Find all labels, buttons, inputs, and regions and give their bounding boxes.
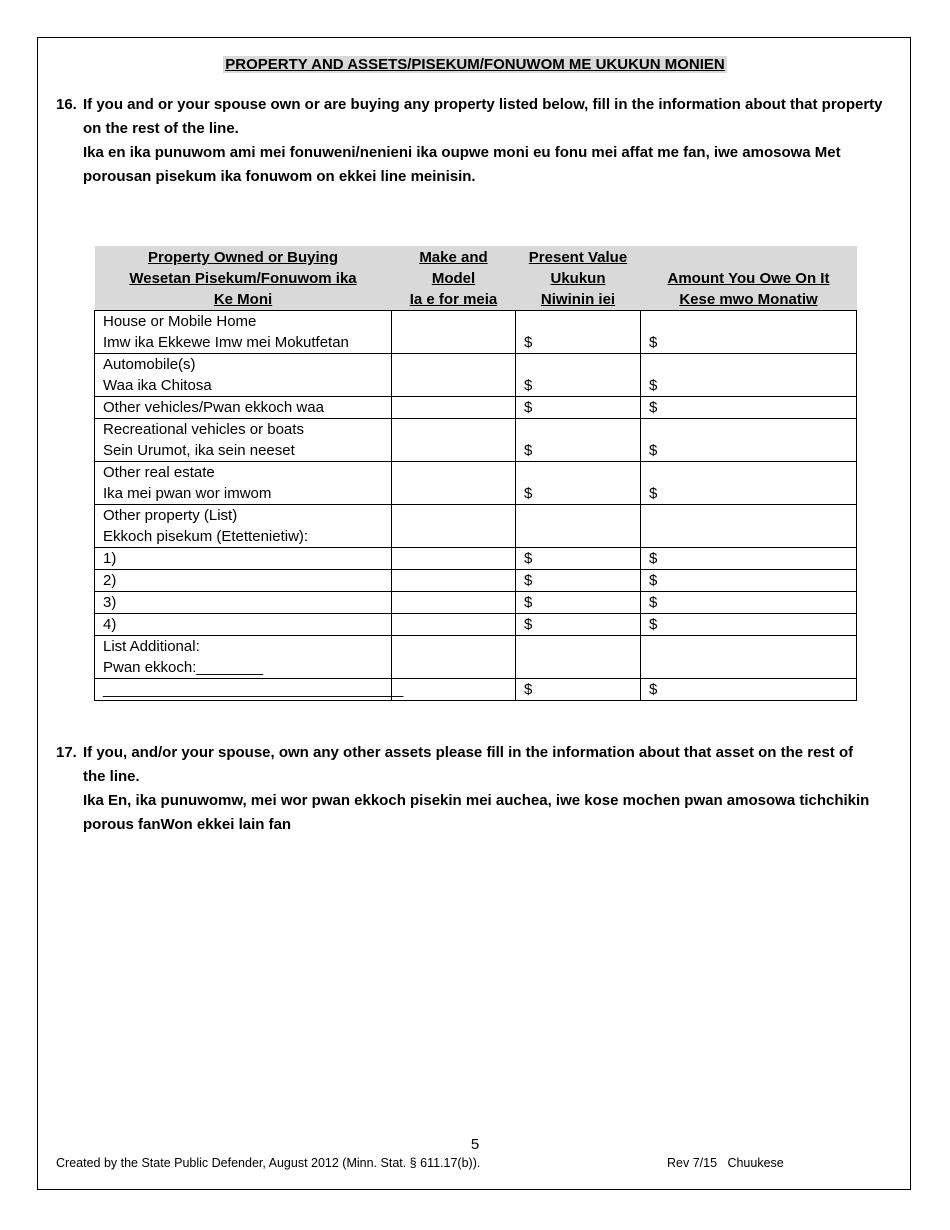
table-row [95,505,857,548]
table-row [95,614,857,636]
property-label-cell [95,570,392,592]
property-label-cell [95,548,392,570]
amount-owed-field[interactable] [641,679,857,701]
make-model-field[interactable] [392,419,516,462]
question-text-chuukese: Ika En, ika punuwomw, mei wor pwan ekkoch pisekin mei auchea, iwe kose mochen pwan amosowa tichchikin [83,792,870,809]
property-label-cell [95,679,404,701]
dollar-sign: $ [649,442,658,459]
footer-created-by: Created by the State Public Defender, August 2012 (Minn. Stat. § 611.17(b)). [56,1156,481,1170]
dollar-sign: $ [649,616,658,633]
table-row [95,462,857,505]
present-value-field[interactable] [516,679,641,701]
amount-owed-field[interactable] [641,636,857,679]
present-value-field[interactable] [516,614,641,636]
header-make-model: Make and Model Ia e for meia [392,246,516,311]
property-label: 4) [103,616,117,633]
present-value-field[interactable] [516,505,641,548]
header-property: Property Owned or Buying Wesetan Pisekum/Fonuwom ika Ke Moni [95,246,392,311]
make-model-field[interactable] [392,614,516,636]
amount-owed-field[interactable] [641,592,857,614]
dollar-sign: $ [649,399,658,416]
dollar-sign: $ [524,442,533,459]
amount-owed-field[interactable] [641,419,857,462]
property-label: Other vehicles/Pwan ekkoch waa [103,399,324,416]
dollar-sign: $ [649,681,658,698]
property-label-cell [95,505,392,548]
present-value-field[interactable] [516,419,641,462]
question-16 [56,93,898,189]
make-model-field[interactable] [392,462,516,505]
question-number: 17. [56,744,77,761]
present-value-field[interactable] [516,462,641,505]
header-present-value: Present Value Ukukun Niwinin iei [516,246,641,311]
dollar-sign: $ [524,377,533,394]
dollar-sign: $ [524,334,533,351]
dollar-sign: $ [524,572,533,589]
property-label: 2) [103,572,117,589]
make-model-field[interactable] [392,679,516,701]
section-title: PROPERTY AND ASSETS/PISEKUM/FONUWOM ME UKUKUN MONIEN [225,56,725,73]
property-label-cell [95,592,392,614]
table-row [95,636,857,679]
dollar-sign: $ [649,572,658,589]
property-label-translation: Sein Urumot, ika sein neeset [103,442,295,459]
present-value-field[interactable] [516,636,641,679]
page-number: 5 [470,1136,480,1153]
dollar-sign: $ [649,334,658,351]
make-model-field[interactable] [392,592,516,614]
question-text-english-cont: on the rest of the line. [83,120,239,137]
dollar-sign: $ [524,616,533,633]
property-label-cell [95,354,392,397]
question-text-chuukese-cont: porousan pisekum ika fonuwom on ekkei line meinisin. [83,168,476,185]
property-label-translation: Ika mei pwan wor imwom [103,485,272,502]
dollar-sign: $ [524,681,533,698]
question-text-chuukese: Ika en ika punuwom ami mei fonuweni/nenieni ika oupwe moni eu fonu mei affat me fan, iwe amosowa Met [83,144,841,161]
table-row [95,311,857,354]
dollar-sign: $ [649,594,658,611]
property-label: ____________________________________ [103,681,404,698]
table-row [95,354,857,397]
header-amount-owed: Amount You Owe On It Kese mwo Monatiw [641,246,857,311]
present-value-field[interactable] [516,548,641,570]
amount-owed-field[interactable] [641,397,857,419]
property-label: 3) [103,594,117,611]
property-label-translation: Waa ika Chitosa [103,377,212,394]
property-label-cell [95,311,392,354]
property-label-translation: Pwan ekkoch:________ [103,659,264,676]
make-model-field[interactable] [392,636,516,679]
amount-owed-field[interactable] [641,462,857,505]
table-row [95,548,857,570]
dollar-sign: $ [524,550,533,567]
make-model-field[interactable] [392,548,516,570]
question-text-chuukese-cont: porous fanWon ekkei lain fan [83,816,292,833]
property-label: List Additional: [103,638,200,655]
property-label-translation: Ekkoch pisekum (Etettenietiw): [103,528,309,545]
dollar-sign: $ [649,550,658,567]
property-label-cell [95,397,392,419]
question-17 [56,741,898,837]
make-model-field[interactable] [392,570,516,592]
table-row [95,419,857,462]
table-row [95,397,857,419]
property-label-cell [95,462,392,505]
dollar-sign: $ [524,594,533,611]
table-row [95,570,857,592]
present-value-field[interactable] [516,311,641,354]
question-text-english: If you, and/or your spouse, own any other assets please fill in the information about that asset on the rest of [83,744,854,761]
present-value-field[interactable] [516,592,641,614]
question-text-english: If you and or your spouse own or are buying any property listed below, fill in the information about that property [83,96,883,113]
amount-owed-field[interactable] [641,505,857,548]
amount-owed-field[interactable] [641,354,857,397]
make-model-field[interactable] [392,354,516,397]
make-model-field[interactable] [392,505,516,548]
amount-owed-field[interactable] [641,311,857,354]
property-label: House or Mobile Home [103,313,257,330]
amount-owed-field[interactable] [641,548,857,570]
property-label-cell [95,636,392,679]
present-value-field[interactable] [516,354,641,397]
dollar-sign: $ [524,485,533,502]
dollar-sign: $ [649,485,658,502]
property-label-cell [95,419,392,462]
property-label: 1) [103,550,117,567]
table-header-row [95,246,857,311]
property-label-translation: Imw ika Ekkewe Imw mei Mokutfetan [103,334,349,351]
table-row [95,679,857,701]
make-model-field[interactable] [392,311,516,354]
present-value-field[interactable] [516,570,641,592]
present-value-field[interactable] [516,397,641,419]
table-row [95,592,857,614]
footer-revision: Rev 7/15 Chuukese [667,1156,784,1170]
amount-owed-field[interactable] [641,570,857,592]
property-label: Other real estate [103,464,215,481]
make-model-field[interactable] [392,397,516,419]
dollar-sign: $ [649,377,658,394]
question-text-english-cont: the line. [83,768,140,785]
property-label: Recreational vehicles or boats [103,421,304,438]
property-label: Other property (List) [103,507,238,524]
property-label: Automobile(s) [103,356,196,373]
dollar-sign: $ [524,399,533,416]
amount-owed-field[interactable] [641,614,857,636]
property-label-cell [95,614,392,636]
question-number: 16. [56,96,77,113]
property-table [94,246,857,701]
